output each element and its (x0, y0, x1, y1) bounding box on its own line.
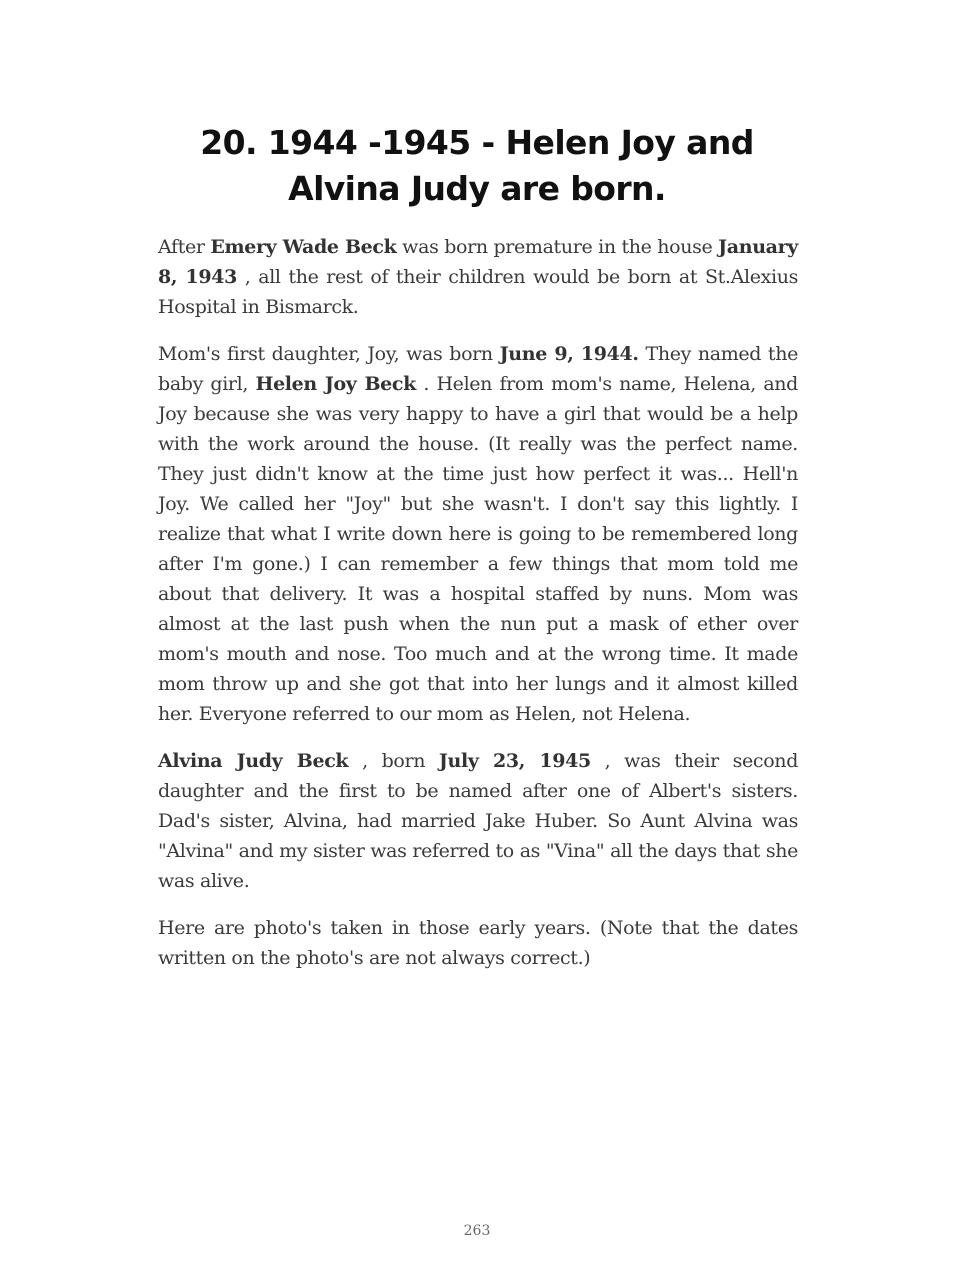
paragraph-joy-birth (158, 339, 798, 729)
text-run: They named the baby girl, (158, 343, 798, 395)
date-emphasis: June 9, 1944. (499, 343, 639, 365)
text-run: , was their second daughter and the first to be named after one of Albert's sisters. Dad's sister, Alvina, had married Jake Huber. So Aunt Alvina was "Alvina" and my sister was referred to as "Vina" all the days that she was alive. (158, 750, 799, 892)
body-text (158, 232, 798, 990)
text-run: Here are photo's taken in those early years. (Note that the dates written on the photo's are not always correct.) (158, 917, 798, 969)
paragraph-alvina-birth (158, 746, 798, 896)
text-run: , all the rest of their children would be born at St.Alexius Hospital in Bismarck. (158, 266, 798, 318)
date-emphasis: January 8, 1943 (158, 236, 798, 288)
text-run: After (158, 236, 211, 258)
text-run: . Helen from mom's name, Helena, and Joy because she was very happy to have a girl that would be a help with the work around the house. (It really was the perfect name. They just didn't know at the time just how perfect it was... Hell'n Joy. We called her "Joy" but she wasn't. I don't say this lightly. I realize that what I write down here is going to be remembered long after I'm gone.) I can remember a few things that mom told me about that delivery. It was a hospital staffed by nuns. Mom was almost at the last push when the nun put a mask of ether over mom's mouth and nose. Too much and at the wrong time. It made mom throw up and she got that into her lungs and it almost killed her. Everyone referred to our mom as Helen, not Helena. (158, 373, 798, 725)
date-emphasis: July 23, 1945 (438, 750, 591, 772)
page-number: 263 (463, 1223, 491, 1239)
paragraph-emery-birth (158, 232, 798, 322)
text-run: was born premature in the house (396, 236, 719, 258)
text-run: , born (348, 750, 439, 772)
name-emphasis: Emery Wade Beck (210, 236, 397, 258)
name-emphasis: Helen Joy Beck (255, 373, 416, 395)
name-emphasis: Alvina Judy Beck (158, 750, 349, 772)
chapter-title: 20. 1944 -1945 - Helen Joy and Alvina Judy are born. (200, 123, 754, 208)
text-run: Mom's first daughter, Joy, was born (158, 343, 500, 365)
paragraph-photos-note (158, 913, 798, 973)
